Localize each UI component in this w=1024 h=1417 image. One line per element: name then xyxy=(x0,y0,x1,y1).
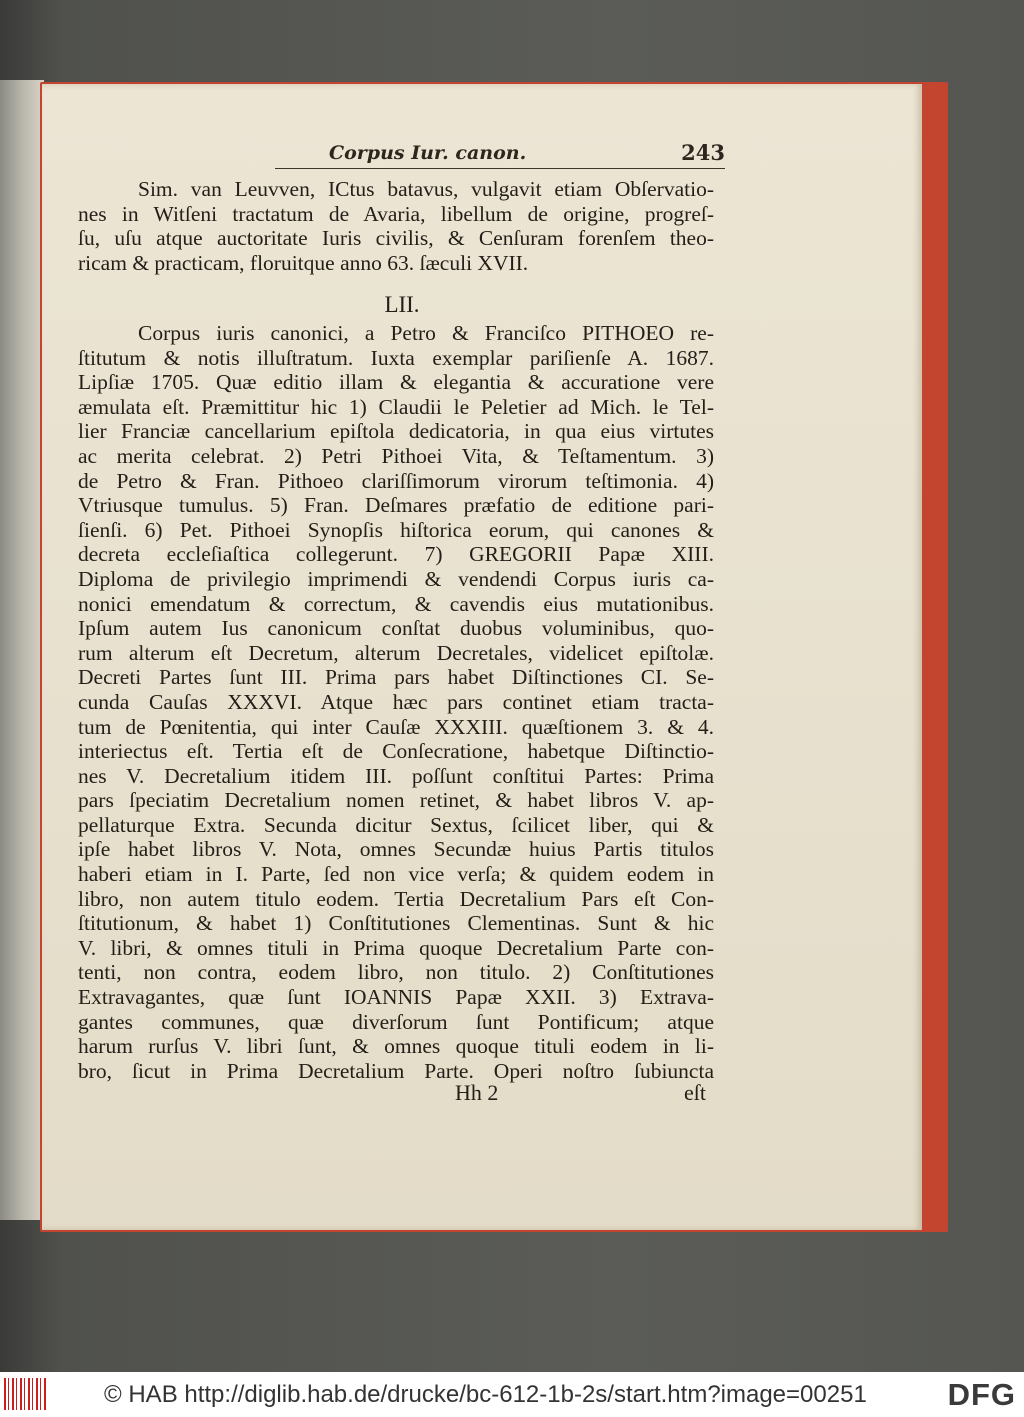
text-line: Diploma de privilegio imprimendi & vendendi Corpus iuris ca- xyxy=(78,566,714,591)
text-line: Sim. van Leuvven, ICtus batavus, vulgavit etiam Obſervatio- xyxy=(138,177,714,201)
text-line: nes V. Decretalium itidem III. poſſunt conſtitui Partes: Prima xyxy=(78,763,714,788)
text-line: Corpus iuris canonici, a Petro & Franciſco PITHOEO re- xyxy=(138,321,714,345)
text-line: Vtriusque tumulus. 5) Fran. Deſmares præfatio de editione pari- xyxy=(78,493,714,518)
footer-bar xyxy=(0,1372,1024,1417)
text-line: ipſe habet libros V. Nota, omnes Secundæ huius Partis titulos xyxy=(78,837,714,862)
source-link[interactable]: © HAB http://diglib.hab.de/drucke/bc-612-1b-2s/start.htm?image=00251 xyxy=(104,1381,867,1408)
text-line: pellaturque Extra. Secunda dicitur Sextus, ſcilicet liber, qui & xyxy=(78,812,714,837)
text-line: lier Franciæ cancellarium epiſtola dedicatoria, in qua eius virtutes xyxy=(78,419,714,444)
catchword: eſt xyxy=(684,1080,706,1105)
running-head-title: Corpus Iur. canon. xyxy=(329,142,527,164)
text-line: interiectus eſt. Tertia eſt de Conſecratione, habetque Diſtinctio- xyxy=(78,739,714,764)
text-line: ſu, uſu atque auctoritate Iuris civilis, & Cenſuram forenſem theo- xyxy=(78,226,714,251)
text-line: æmulata eſt. Præmittitur hic 1) Claudii le Peletier ad Mich. le Tel- xyxy=(78,394,714,419)
text-line: ſienſi. 6) Pet. Pithoei Synopſis hiſtorica eorum, qui canones & xyxy=(78,517,714,542)
signature-mark: Hh 2 xyxy=(455,1080,499,1105)
text-line: decreta eccleſiaſtica collegerunt. 7) GREGORII Papæ XIII. xyxy=(78,542,714,567)
text-line: tenti, non contra, eodem libro, non titulo. 2) Conſtitutiones xyxy=(78,960,714,985)
body-paragraph xyxy=(78,321,714,1083)
previous-page-edge xyxy=(0,80,44,1220)
text-line: Extravagantes, quæ ſunt IOANNIS Papæ XXII. 3) Extrava- xyxy=(78,985,714,1010)
text-line: haberi etiam in I. Parte, ſed non vice verſa; & quidem eodem in xyxy=(78,862,714,887)
text-line: ricam & practicam, floruitque anno 63. ſæculi XVII. xyxy=(78,250,529,275)
intro-paragraph xyxy=(78,177,714,275)
text-line: V. libri, & omnes tituli in Prima quoque Decretalium Parte con- xyxy=(78,935,714,960)
text-line: ſtitutum & notis illuſtratum. Iuxta exemplar pariſienſe A. 1687. xyxy=(78,345,714,370)
text-line: nes in Witſeni tractatum de Avaria, libellum de origine, progreſ- xyxy=(78,201,714,226)
text-line: Lipſiæ 1705. Quæ editio illam & elegantia & accuratione vere xyxy=(78,370,714,395)
text-line: cunda Cauſas XXXVI. Atque hæc pars continet etiam tracta- xyxy=(78,689,714,714)
barcode-icon xyxy=(4,1378,48,1410)
text-line: rum alterum eſt Decretum, alterum Decretales, videlicet epiſtolæ. xyxy=(78,640,714,665)
text-line: ſtitutionum, & habet 1) Conſtitutiones Clementinas. Sunt & hic xyxy=(78,911,714,936)
text-line: tum de Pœnitentia, qui inter Cauſæ XXXIII. quæſtionem 3. & 4. xyxy=(78,714,714,739)
text-line: ac merita celebrat. 2) Petri Pithoei Vita, & Teſtamentum. 3) xyxy=(78,443,714,468)
text-line: nonici emendatum & correctum, & cavendis eius mutationibus. xyxy=(78,591,714,616)
text-line: libro, non autem titulo eodem. Tertia Decretalium Pars eſt Con- xyxy=(78,886,714,911)
text-line: de Petro & Fran. Pithoeo clariſſimorum virorum teſtimonia. 4) xyxy=(78,468,714,493)
text-line: Decreti Partes ſunt III. Prima pars habet Diſtinctiones CI. Se- xyxy=(78,665,714,690)
text-line: bro, ſicut in Prima Decretalium Parte. Operi noſtro ſubiuncta xyxy=(78,1058,714,1083)
text-line: harum rurſus V. libri ſunt, & omnes quoque tituli eodem in li- xyxy=(78,1034,714,1059)
text-line: pars ſpeciatim Decretalium nomen retinet, & habet libros V. ap- xyxy=(78,788,714,813)
section-heading: LII. xyxy=(384,292,420,317)
page-number: 243 xyxy=(681,140,725,165)
running-head xyxy=(275,140,725,169)
text-line: gantes communes, quæ diverſorum ſunt Pontificum; atque xyxy=(78,1009,714,1034)
text-line: Ipſum autem Ius canonicum conſtat duobus voluminibus, quo- xyxy=(78,616,714,641)
dfg-logo: DFG xyxy=(947,1377,1016,1412)
